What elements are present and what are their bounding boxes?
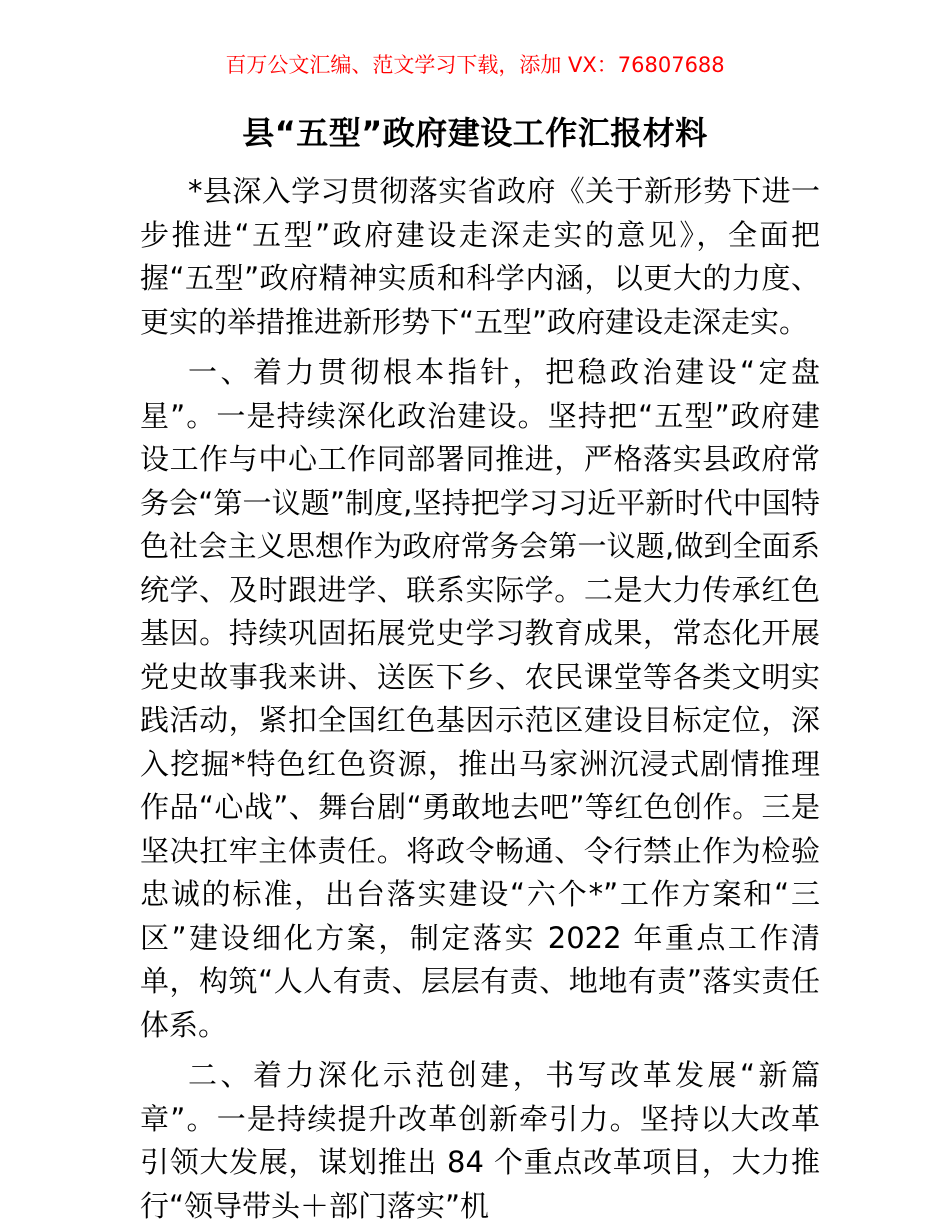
- document-title: 县“五型”政府建设工作汇报材料: [242, 114, 708, 152]
- document-body: [140, 170, 820, 1230]
- paragraph-section-one: 一、着力贯彻根本指针，把稳政治建设“定盘星”。一是持续深化政治建设。坚持把“五型”政府建设工作与中心工作同部署同推进，严格落实县政府常务会“第一议题”制度,坚持把学习习近平新时代中国特色社会主义思想作为政府常务会第一议题,做到全面系统学、及时跟进学、联系实际学。二是大力传承红色基因。持续巩固拓展党史学习教育成果，常态化开展党史故事我来讲、送医下乡、农民课堂等各类文明实践活动，紧扣全国红色基因示范区建设目标定位，深入挖掘*特色红色资源，推出马家洲沉浸式剧情推理作品“心战”、舞台剧“勇敢地去吧”等红色创作。三是坚决扛牢主体责任。将政令畅通、令行禁止作为检验忠诚的标准，出台落实建设“六个*”工作方案和“三区”建设细化方案，制定落实 2022 年重点工作清单，构筑“人人有责、层层有责、地地有责”落实责任体系。: [140, 355, 820, 1042]
- paragraph-section-two: 二、着力深化示范创建，书写改革发展“新篇章”。一是持续提升改革创新牵引力。坚持以大改革引领大发展，谋划推出 84 个重点改革项目，大力推行“领导带头＋部门落实”机: [140, 1058, 820, 1223]
- paragraph-intro: *县深入学习贯彻落实省政府《关于新形势下进一步推进“五型”政府建设走深走实的意见》，全面把握“五型”政府精神实质和科学内涵，以更大的力度、更实的举措推进新形势下“五型”政府建设走深走实。: [140, 174, 820, 339]
- watermark-text: 百万公文汇编、范文学习下载，添加 VX：76807688: [225, 53, 725, 77]
